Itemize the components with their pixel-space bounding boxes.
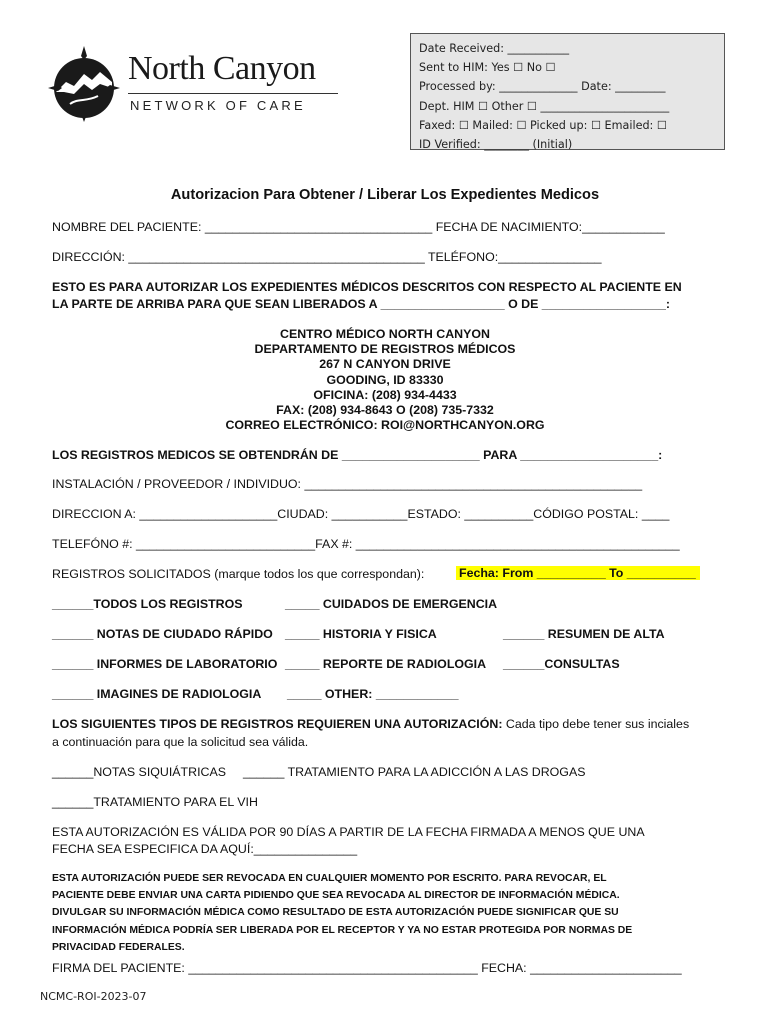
center-department: DEPARTAMENTO DE REGISTROS MÉDICOS [254, 342, 516, 357]
special-authorization-text-1 [52, 717, 689, 731]
patient-name-line[interactable]: NOMBRE DEL PACIENTE: _________________________________ FECHA DE NACIMIENTO:____________ [52, 220, 665, 234]
recipient-address-line[interactable]: DIRECCION A: ____________________CIUDAD: ___________ESTADO: __________CÓDIGO POSTAL: ____ [52, 507, 670, 521]
special-authorization-text-2: a continuación para que la solicitud sea válida. [52, 735, 309, 749]
drug-addiction-treatment-option[interactable]: ______ TRATAMIENTO PARA LA ADICCIÓN A LAS DROGAS [243, 765, 586, 779]
logo-divider [128, 93, 338, 94]
other-records-option[interactable]: _____ OTHER: ____________ [287, 687, 459, 701]
emergency-care-option[interactable]: _____ CUIDADOS DE EMERGENCIA [285, 597, 498, 611]
date-range-field[interactable]: Fecha: From __________ To __________ [456, 566, 700, 580]
radiology-images-option[interactable]: ______ IMAGINES DE RADIOLOGIA [52, 687, 262, 701]
medical-center-address [0, 327, 770, 433]
dept-him-field[interactable]: Dept. HIM ☐ Other ☐ _______________________ [419, 99, 670, 113]
center-fax: FAX: (208) 934-8643 O (208) 735-7332 [276, 403, 494, 418]
sent-to-him-field[interactable]: Sent to HIM: Yes ☐ No ☐ [419, 61, 556, 75]
center-office-phone: OFICINA: (208) 934-4433 [313, 387, 457, 402]
form-title: Autorizacion Para Obtener / Liberar Los Expedientes Medicos [170, 187, 600, 203]
revocation-line: ESTA AUTORIZACIÓN PUEDE SER REVOCADA EN CUALQUIER MOMENTO POR ESCRITO. PARA REVOCAR, EL [52, 873, 607, 884]
urgent-care-notes-option[interactable]: ______ NOTAS DE CIUDADO RÁPIDO [52, 627, 273, 641]
center-street: 267 N CANYON DRIVE [319, 357, 451, 372]
delivery-method-field[interactable]: Faxed: ☐ Mailed: ☐ Picked up: ☐ Emailed: ☐ [419, 118, 667, 132]
revocation-line: INFORMACIÓN MÉDICA PODRÍA SER LIBERADA POR EL RECEPTOR Y YA NO ESTAR PROTEGIDA POR NORMAS DE [52, 924, 633, 936]
center-name: CENTRO MÉDICO NORTH CANYON [280, 327, 490, 341]
all-records-option[interactable]: ______TODOS LOS REGISTROS [52, 597, 243, 611]
consults-option[interactable]: ______CONSULTAS [503, 657, 620, 671]
center-city: GOODING, ID 83330 [326, 372, 444, 387]
canyon-logo-icon [46, 44, 124, 124]
requested-records-label: REGISTROS SOLICITADOS (marque todos los que correspondan): [52, 567, 425, 581]
revocation-line: PRIVACIDAD FEDERALES. [52, 941, 185, 953]
patient-address-line[interactable]: DIRECCIÓN: ___________________________________________ TELÉFONO:_______________ [52, 250, 602, 264]
office-use-box [410, 33, 725, 150]
special-authorization-heading: LOS SIGUIENTES TIPOS DE REGISTROS REQUIEREN UNA AUTORIZACIÓN: [52, 717, 503, 731]
form-code: NCMC-ROI-2023-07 [40, 990, 147, 1003]
authorize-text-line-1: ESTO ES PARA AUTORIZAR LOS EXPEDIENTES MÉDICOS DESCRITOS CON RESPECTO AL PACIENTE EN [52, 280, 682, 294]
lab-reports-option[interactable]: ______ INFORMES DE LABORATORIO [52, 657, 278, 671]
recipient-phone-fax-line[interactable]: TELEFÓNO #: __________________________FAX #: _______________________________________________ [52, 537, 680, 551]
logo-tagline: NETWORK OF CARE [130, 98, 306, 113]
hiv-treatment-option[interactable]: ______TRATAMIENTO PARA EL VIH [52, 795, 258, 809]
validity-date-line[interactable]: FECHA SEA ESPECIFICA DA AQUÍ:_______________ [52, 842, 358, 856]
organization-logo [46, 44, 336, 124]
logo-name: North Canyon [128, 50, 316, 87]
discharge-summary-option[interactable]: ______ RESUMEN DE ALTA [503, 627, 665, 641]
facility-provider-line[interactable]: INSTALACIÓN / PROVEEDOR / INDIVIDUO: _________________________________________________ [52, 477, 643, 491]
psychiatric-notes-option[interactable]: ______NOTAS SIQUIÁTRICAS [52, 765, 226, 779]
processed-by-field[interactable]: Processed by: ______________ Date: _________ [419, 80, 666, 94]
date-received-field[interactable]: Date Received: ___________ [419, 42, 570, 55]
obtain-records-line[interactable]: LOS REGISTROS MEDICOS SE OBTENDRÁN DE ____________________ PARA ____________________: [52, 448, 663, 462]
validity-text-line-1: ESTA AUTORIZACIÓN ES VÁLIDA POR 90 DÍAS A PARTIR DE LA FECHA FIRMADA A MENOS QUE UNA [52, 825, 645, 839]
id-verified-field[interactable]: ID Verified: ________ (Initial) [419, 138, 573, 152]
radiology-report-option[interactable]: _____ REPORTE DE RADIOLOGIA [285, 657, 487, 671]
patient-signature-line[interactable]: FIRMA DEL PACIENTE: __________________________________________ FECHA: ______________________ [52, 961, 682, 975]
special-authorization-instruction: Cada tipo debe tener sus inciales [505, 717, 690, 731]
revocation-line: DIVULGAR SU INFORMACIÓN MÉDICA COMO RESULTADO DE ESTA AUTORIZACIÓN PUEDE SIGNIFICAR QUE SU [52, 907, 619, 919]
authorize-text-line-2[interactable]: LA PARTE DE ARRIBA PARA QUE SEAN LIBERADOS A __________________ O DE __________________: [52, 297, 670, 311]
center-email: CORREO ELECTRÓNICO: ROI@NORTHCANYON.ORG [225, 418, 545, 433]
history-physical-option[interactable]: _____ HISTORIA Y FISICA [285, 627, 437, 641]
revocation-notice [52, 870, 632, 956]
revocation-line: PACIENTE DEBE ENVIAR UNA CARTA PIDIENDO QUE SEA REVOCADA AL DIRECTOR DE INFORMACIÓN MÉDICA. [52, 890, 620, 902]
